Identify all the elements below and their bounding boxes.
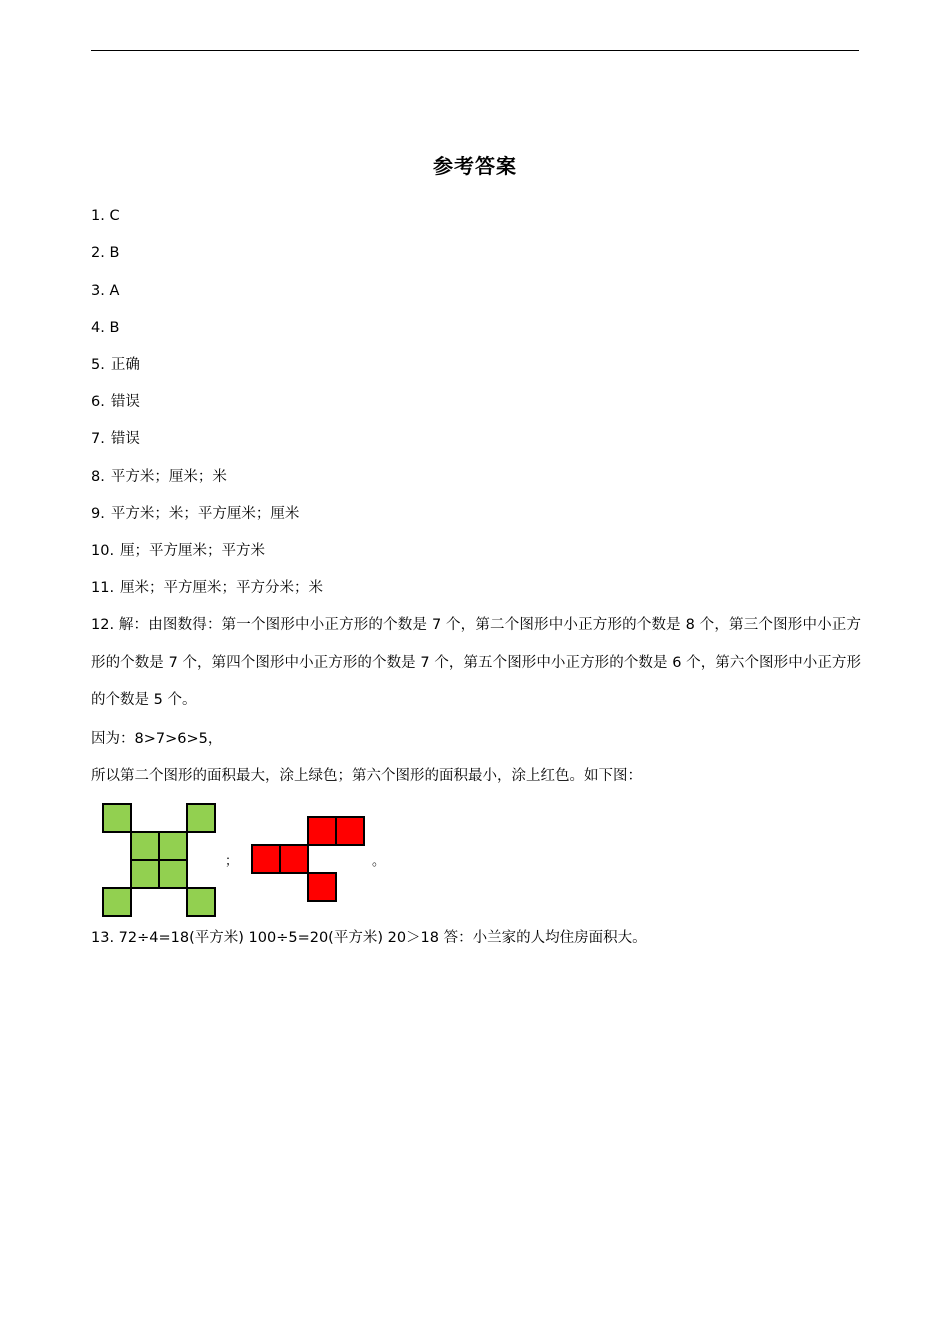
answer-number: 8. xyxy=(91,469,105,485)
grid-square xyxy=(103,804,131,832)
grid-square xyxy=(131,832,159,860)
answer-number: 10. xyxy=(91,543,115,559)
answer-13: 13. 72÷4=18(平方米) 100÷5=20(平方米) 20＞18 答：小兰家的人均住房面积大。 xyxy=(91,930,647,946)
figure-end-mark: 。 xyxy=(372,854,386,869)
answer-1 xyxy=(91,206,120,226)
answer-number: 5. xyxy=(91,357,105,373)
answer-3 xyxy=(91,281,119,301)
answer-number: 9. xyxy=(91,506,105,522)
answer-number: 4. B xyxy=(91,320,120,336)
red-figure xyxy=(250,803,365,913)
answer-12-figures xyxy=(101,803,401,913)
answer-number: 6. xyxy=(91,394,105,410)
grid-square xyxy=(131,860,159,888)
grid-square xyxy=(159,832,187,860)
answer-text: 平方米；厘米；米 xyxy=(110,469,227,485)
grid-square xyxy=(308,873,336,901)
answer-text: 平方米；米；平方厘米；厘米 xyxy=(110,506,300,522)
answer-5 xyxy=(91,355,140,375)
grid-square xyxy=(103,888,131,916)
answer-text: 厘；平方厘米；平方米 xyxy=(120,543,266,559)
answer-text: 正确 xyxy=(110,357,140,373)
answer-number: 11. xyxy=(91,580,115,596)
grid-square xyxy=(308,817,336,845)
grid-square xyxy=(187,888,215,916)
answer-10 xyxy=(91,541,265,561)
grid-square xyxy=(187,804,215,832)
grid-square xyxy=(280,845,308,873)
answer-number: 2. B xyxy=(91,245,120,261)
answer-text: 错误 xyxy=(110,431,140,447)
green-figure xyxy=(101,803,216,913)
answer-11 xyxy=(91,578,323,598)
page-title: 参考答案 xyxy=(433,154,517,178)
grid-square xyxy=(336,817,364,845)
grid-square xyxy=(252,845,280,873)
answer-2 xyxy=(91,243,119,263)
answer-4 xyxy=(91,318,119,338)
grid-square xyxy=(159,860,187,888)
header-rule xyxy=(91,50,859,51)
answer-7 xyxy=(91,429,140,449)
answer-text: 错误 xyxy=(110,394,140,410)
answer-text: 厘米；平方厘米；平方分米；米 xyxy=(120,580,324,596)
answer-number: 7. xyxy=(91,431,105,447)
answer-9 xyxy=(91,504,299,524)
figure-separator: ； xyxy=(225,854,239,869)
answer-number: 3. A xyxy=(91,283,120,299)
answer-8 xyxy=(91,467,227,487)
answer-12-paragraph: 12. 解：由图数得：第一个图形中小正方形的个数是 7 个，第二个图形中小正方形的个数是 8 个，第三个图形中小正方形的个数是 7 个，第四个图形中小正方形的个数是 7 个，第五个图形中小正方形的个数是 6 个，第六个图形中小正方形的个数是 5 个。 xyxy=(91,617,861,708)
answer-12-conclusion: 所以第二个图形的面积最大，涂上绿色；第六个图形的面积最小，涂上红色。如下图： xyxy=(91,768,642,784)
answer-12-because: 因为：8>7>6>5， xyxy=(91,731,223,747)
answer-number: 1. C xyxy=(91,208,120,224)
answer-6 xyxy=(91,392,140,412)
